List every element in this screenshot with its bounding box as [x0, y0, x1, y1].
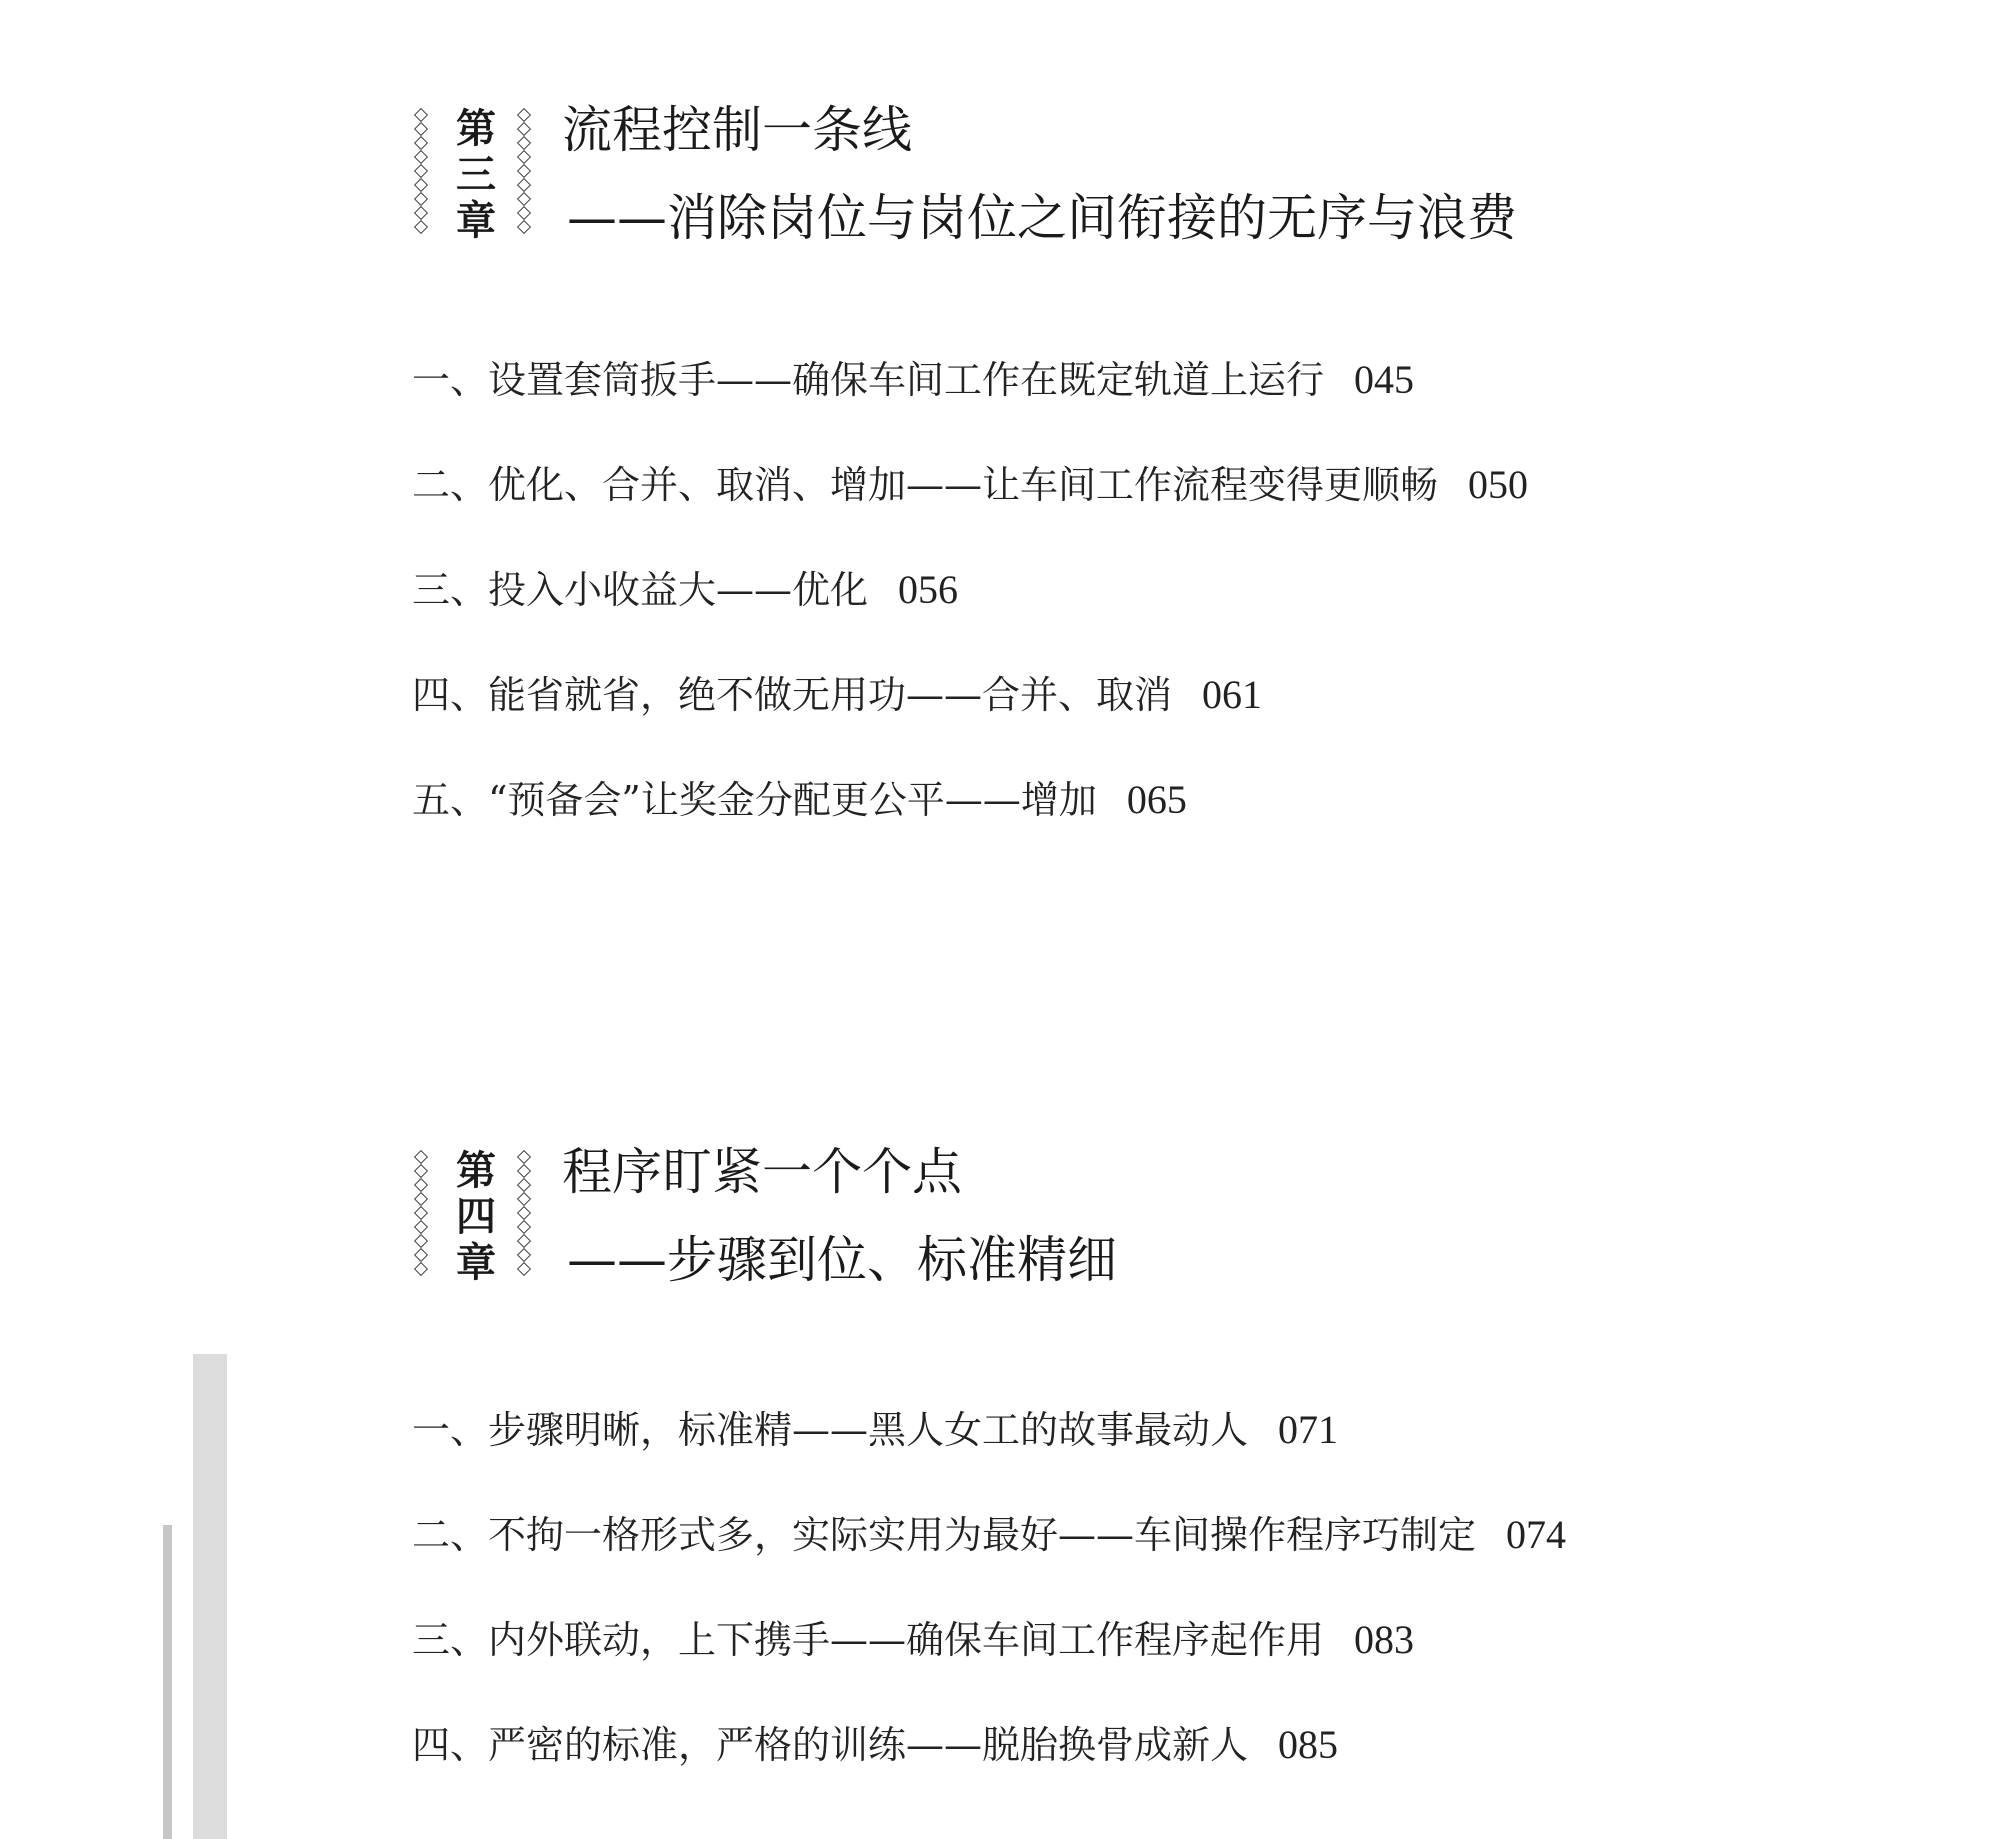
chapter-label-char: 章: [456, 197, 496, 244]
toc-page-number: 071: [1278, 1407, 1339, 1452]
toc-entry-text: 三、投入小收益大——优化: [412, 568, 869, 612]
toc-entry[interactable]: [412, 770, 1528, 875]
decorative-side-bar: [193, 1354, 227, 1839]
toc-page-number: 083: [1354, 1617, 1415, 1662]
toc-entry[interactable]: [412, 1505, 1566, 1610]
toc-list: [412, 350, 1528, 875]
toc-entry[interactable]: [412, 665, 1528, 770]
toc-entry[interactable]: [412, 560, 1528, 665]
toc-page-number: 074: [1506, 1512, 1567, 1557]
toc-entry-text: 二、不拘一格形式多，实际实用为最好——车间操作程序巧制定: [412, 1513, 1477, 1557]
toc-list: [412, 1400, 1566, 1820]
chapter-number-label: [442, 106, 510, 244]
decorative-side-line: [163, 1525, 172, 1839]
toc-page-number: 085: [1278, 1722, 1339, 1767]
diamond-ornament-icon: [412, 1150, 430, 1276]
chapter-number-label: [442, 1148, 510, 1286]
toc-entry-text: 四、能省就省，绝不做无用功——合并、取消: [412, 673, 1173, 717]
chapter-label-char: 三: [456, 151, 496, 198]
toc-page-number: 061: [1202, 672, 1263, 717]
chapter-subtitle: ——消除岗位与岗位之间衔接的无序与浪费: [567, 189, 1517, 247]
toc-entry[interactable]: [412, 455, 1528, 560]
chapter-title: 程序盯紧一个个点: [562, 1143, 962, 1201]
chapter-label-char: 章: [456, 1239, 496, 1286]
toc-entry-text: 一、设置套筒扳手——确保车间工作在既定轨道上运行: [412, 358, 1325, 402]
toc-entry-text: 四、严密的标准，严格的训练——脱胎换骨成新人: [412, 1723, 1249, 1767]
toc-entry-text: 一、步骤明晰，标准精——黑人女工的故事最动人: [412, 1408, 1249, 1452]
toc-entry-text: 三、内外联动，上下携手——确保车间工作程序起作用: [412, 1618, 1325, 1662]
toc-entry[interactable]: [412, 1715, 1566, 1820]
chapter-title: 流程控制一条线: [562, 101, 912, 159]
toc-entry[interactable]: [412, 350, 1528, 455]
diamond-ornament-icon: [515, 108, 533, 234]
chapter-label-char: 第: [456, 1147, 496, 1194]
toc-page-number: 056: [898, 567, 959, 612]
chapter-label-char: 四: [456, 1193, 496, 1240]
toc-page-number: 065: [1126, 777, 1187, 822]
toc-page-number: 050: [1468, 462, 1529, 507]
diamond-ornament-icon: [515, 1150, 533, 1276]
toc-page-number: 045: [1354, 357, 1415, 402]
toc-entry[interactable]: [412, 1400, 1566, 1505]
diamond-ornament-icon: [412, 108, 430, 234]
chapter-subtitle: ——步骤到位、标准精细: [567, 1231, 1117, 1289]
toc-entry[interactable]: [412, 1610, 1566, 1715]
toc-entry-text: 二、优化、合并、取消、增加——让车间工作流程变得更顺畅: [412, 463, 1439, 507]
chapter-label-char: 第: [456, 105, 496, 152]
toc-entry-text: 五、“预备会”让奖金分配更公平——增加: [412, 778, 1097, 822]
